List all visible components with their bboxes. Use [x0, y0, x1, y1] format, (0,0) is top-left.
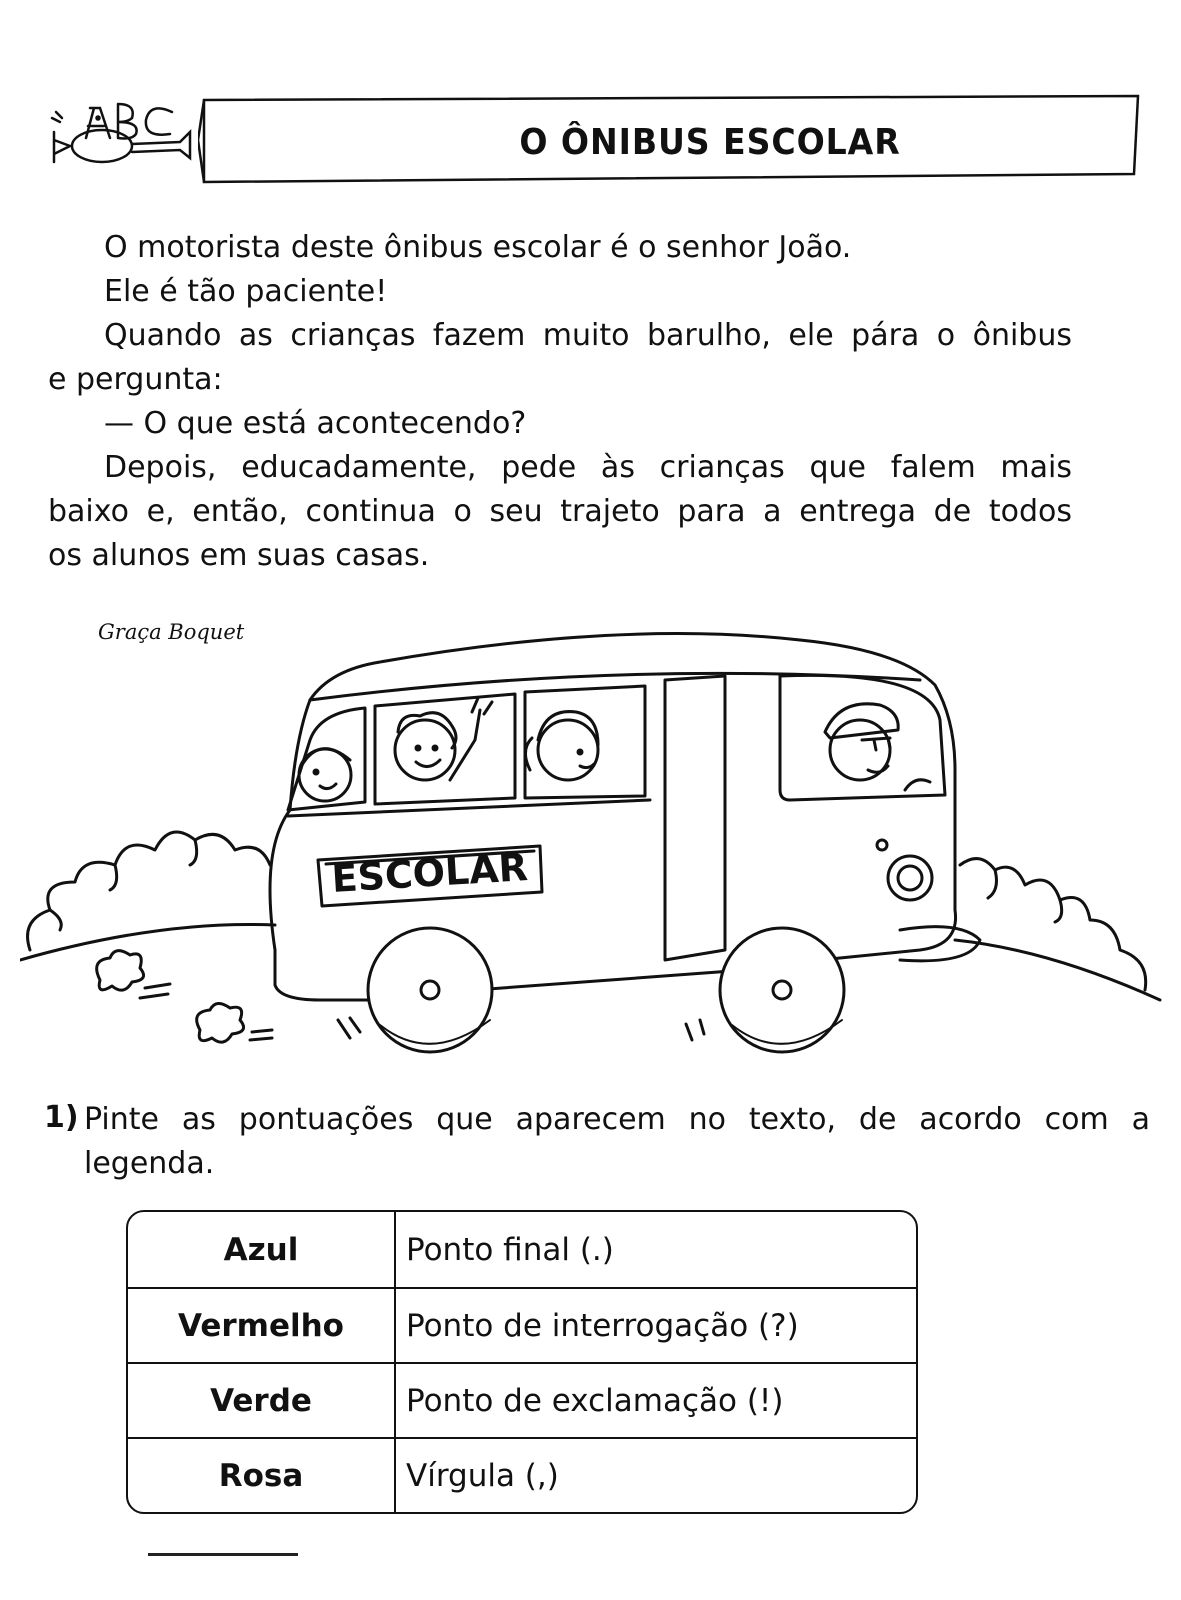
- story-line: baixo e, então, continua o seu trajeto para a entrega de todos: [48, 494, 1072, 529]
- legend-meaning: Ponto de interrogação (?): [406, 1307, 799, 1344]
- legend-color: Azul: [128, 1212, 396, 1287]
- legend-row: [128, 1362, 916, 1437]
- author-credit: Graça Boquet: [98, 620, 245, 644]
- legend-color: Vermelho: [128, 1289, 396, 1362]
- story-line: — O que está acontecendo?: [104, 406, 527, 441]
- story-line: e pergunta:: [48, 362, 223, 397]
- school-bus-icon: [20, 620, 1170, 1090]
- legend-meaning: Ponto final (.): [406, 1231, 614, 1268]
- story-line: os alunos em suas casas.: [48, 538, 430, 573]
- airplane-abc-icon: [40, 88, 210, 188]
- legend-meaning: Vírgula (,): [406, 1457, 559, 1494]
- punctuation-legend-table: [126, 1210, 918, 1514]
- question-text-continued: legenda.: [84, 1146, 215, 1181]
- story-line: Ele é tão paciente!: [104, 274, 388, 309]
- legend-meaning: Ponto de exclamação (!): [406, 1382, 784, 1419]
- question-number: 1): [44, 1100, 79, 1135]
- story-line: O motorista deste ônibus escolar é o senhor João.: [104, 230, 852, 265]
- question-text: Pinte as pontuações que aparecem no texto, de acordo com a: [84, 1102, 1150, 1137]
- legend-color: Rosa: [128, 1439, 396, 1512]
- story-line: Quando as crianças fazem muito barulho, ele pára o ônibus: [104, 318, 1072, 353]
- page-title: O ÔNIBUS ESCOLAR: [519, 122, 901, 163]
- legend-row: [128, 1212, 916, 1287]
- footer-divider: [148, 1553, 298, 1556]
- legend-color: Verde: [128, 1364, 396, 1437]
- bus-sign: ESCOLAR: [330, 845, 530, 901]
- legend-row: [128, 1437, 916, 1512]
- story-line: Depois, educadamente, pede às crianças que falem mais: [104, 450, 1072, 485]
- legend-row: [128, 1287, 916, 1362]
